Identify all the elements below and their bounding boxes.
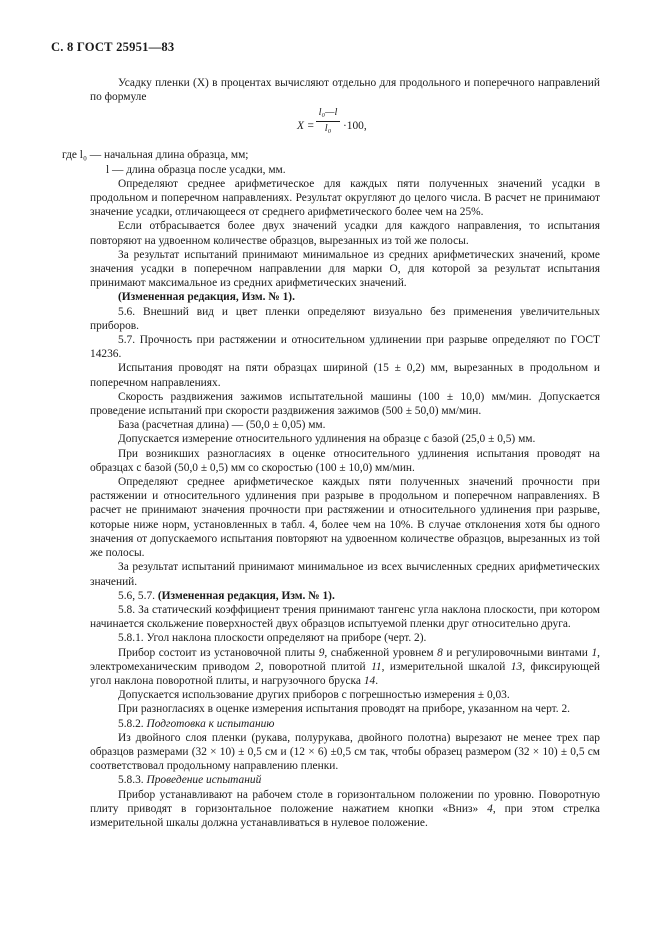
text: и регулировочными винтами	[442, 646, 592, 659]
formula-fraction	[316, 106, 340, 135]
ref-number: 4	[487, 802, 493, 815]
paragraph: При разногласиях в оценке измерения испытания проводят на приборе, указанном на черт. 2.	[118, 703, 570, 716]
section-title: Проведение испытаний	[146, 774, 262, 787]
paragraph: За результат испытаний принимают минимальное из средних арифметических значений, кроме значения усадки в поперечном направлении для марки О, для которой за результат испытания принимают максимальное из средних арифметических значений.	[90, 248, 600, 290]
paragraph: Допускается использование других приборов с погрешностью измерения ± 0,03.	[118, 689, 510, 702]
device-description	[90, 646, 600, 689]
paragraph: Допускается измерение относительного удлинения на образце с базой (25,0 ± 0,5) мм.	[118, 433, 536, 446]
paragraph: Испытания проводят на пяти образцах шириной (15 ± 0,2) мм, вырезанных в продольном и поперечном направлениях.	[90, 362, 600, 389]
paragraph: Определяют среднее арифметическое каждых пяти полученных значений прочности при растяжении и относительного удлинения при разрыве в продольном и поперечном направлениях. В расчет не принимают значения прочности при растяжении и относительного удлинения при разрыве, которые ниже норм, установленных в табл. 4, более чем на 10%. В случае отклонения хотя бы одного значения от допускаемого испытания повторяют на удвоенном количестве образцов, вырезанных из той же полосы.	[90, 476, 600, 560]
section-number: 5.8.2.	[118, 717, 147, 730]
shrinkage-formula	[90, 106, 600, 148]
page-header: С. 8 ГОСТ 25951—83	[51, 40, 175, 54]
text: , снабженной уровнем	[324, 646, 438, 659]
paragraph: 5.6. Внешний вид и цвет пленки определяют визуально без применения увеличительных приборов.	[90, 305, 600, 332]
amendment-note-2	[90, 589, 600, 603]
paragraph: База (расчетная длина) — (50,0 ± 0,05) мм.	[118, 419, 326, 432]
ref-number: 9	[318, 646, 325, 659]
ref-number: 8	[437, 646, 443, 659]
document-body	[62, 76, 601, 830]
text: , измерительной шкалой	[381, 660, 511, 673]
paragraph: Из двойного слоя пленки (рукава, полурукава, двойного полотна) вырезают не менее трех пар образцов размерами (32 × 10) ± 0,5 см и (12 × 6) ±0,5 см так, чтобы образец размером (32 × 10) ± 0,5 см соответствовал продольному направлению пленки.	[90, 731, 600, 773]
section-title: Подготовка к испытанию	[146, 717, 275, 730]
formula-lhs: X =	[297, 120, 315, 133]
amendment-note: (Измененная редакция, Изм. № 1).	[118, 291, 295, 304]
section-heading-583	[90, 773, 600, 787]
formula-denominator: l₀	[324, 122, 332, 134]
formula-numerator: l₀—l	[316, 106, 340, 121]
text: Прибор состоит из установочной плиты	[118, 646, 319, 659]
ref-number: 13	[510, 660, 523, 673]
where-line-2: l — длина образца после усадки, мм.	[106, 163, 286, 176]
intro-paragraph: Усадку пленки (X) в процентах вычисляют отдельно для продольного и поперечного направлений по формуле	[90, 77, 600, 104]
paragraph: Скорость раздвижения зажимов испытательной машины (100 ± 10,0) мм/мин. Допускается проведение испытаний при скорости раздвижения зажимов (500 ± 50,0) мм/мин.	[90, 390, 600, 418]
text: .	[375, 674, 379, 687]
text: , при этом стрелка измерительной шкалы должна устанавливаться в нулевое положение.	[90, 802, 600, 829]
paragraph: Если отбрасывается более двух значений усадки для каждого направления, то испытания повторяют на удвоенном количестве образцов, вырезанных из той же полосы.	[90, 220, 600, 247]
ref-number: 14	[363, 674, 376, 687]
paragraph: 5.8.1. Угол наклона плоскости определяют на приборе (черт. 2).	[118, 632, 427, 645]
ref-number: 1	[591, 646, 598, 659]
ref-number: 2	[254, 660, 261, 673]
where-line-1: где l₀ — начальная длина образца, мм;	[62, 149, 249, 162]
ref-number: 11	[371, 660, 382, 673]
paragraph: За результат испытаний принимают минимальное из всех вычисленных средних арифметических значений.	[90, 561, 600, 588]
paragraph: 5.8. За статический коэффициент трения принимают тангенс угла наклона плоскости, при котором начинается скольжение поверхностей двух образцов испытуемой пленки друг относительно друга.	[90, 603, 600, 631]
text: , электромеханическим приводом	[90, 646, 600, 673]
paragraph-583	[90, 788, 600, 831]
text: Прибор устанавливают на рабочем столе в горизонтальном положении по уровню. Поворотную плиту приводят в горизонтальное положение нажатием кнопки «Вниз»	[90, 788, 600, 815]
amendment-text: (Измененная редакция, Изм. № 1).	[157, 589, 335, 602]
paragraph: При возникших разногласиях в оценке относительного удлинения испытания проводят на образцах с базой (50,0 ± 0,5) мм со скоростью (100 ± 10,0) мм/мин.	[90, 447, 600, 474]
paragraph: Определяют среднее арифметическое для каждых пяти полученных значений усадки в продольном и поперечном направлениях. Результат округляют до целого числа. В расчет не принимают значение усадки, отличающееся от среднего арифметического более чем на 25%.	[90, 177, 600, 219]
section-number: 5.8.3.	[118, 774, 147, 787]
amendment-prefix: 5.6, 5.7.	[118, 589, 158, 602]
formula-rhs: ·100,	[343, 120, 367, 133]
text: , фиксирующей угол наклона поворотной плиты, и нагрузочного бруска	[90, 660, 601, 687]
section-heading-582	[90, 717, 600, 731]
paragraph: 5.7. Прочность при растяжении и относительном удлинении при разрыве определяют по ГОСТ 14236.	[90, 334, 600, 361]
text: , поворотной плитой	[260, 660, 372, 673]
